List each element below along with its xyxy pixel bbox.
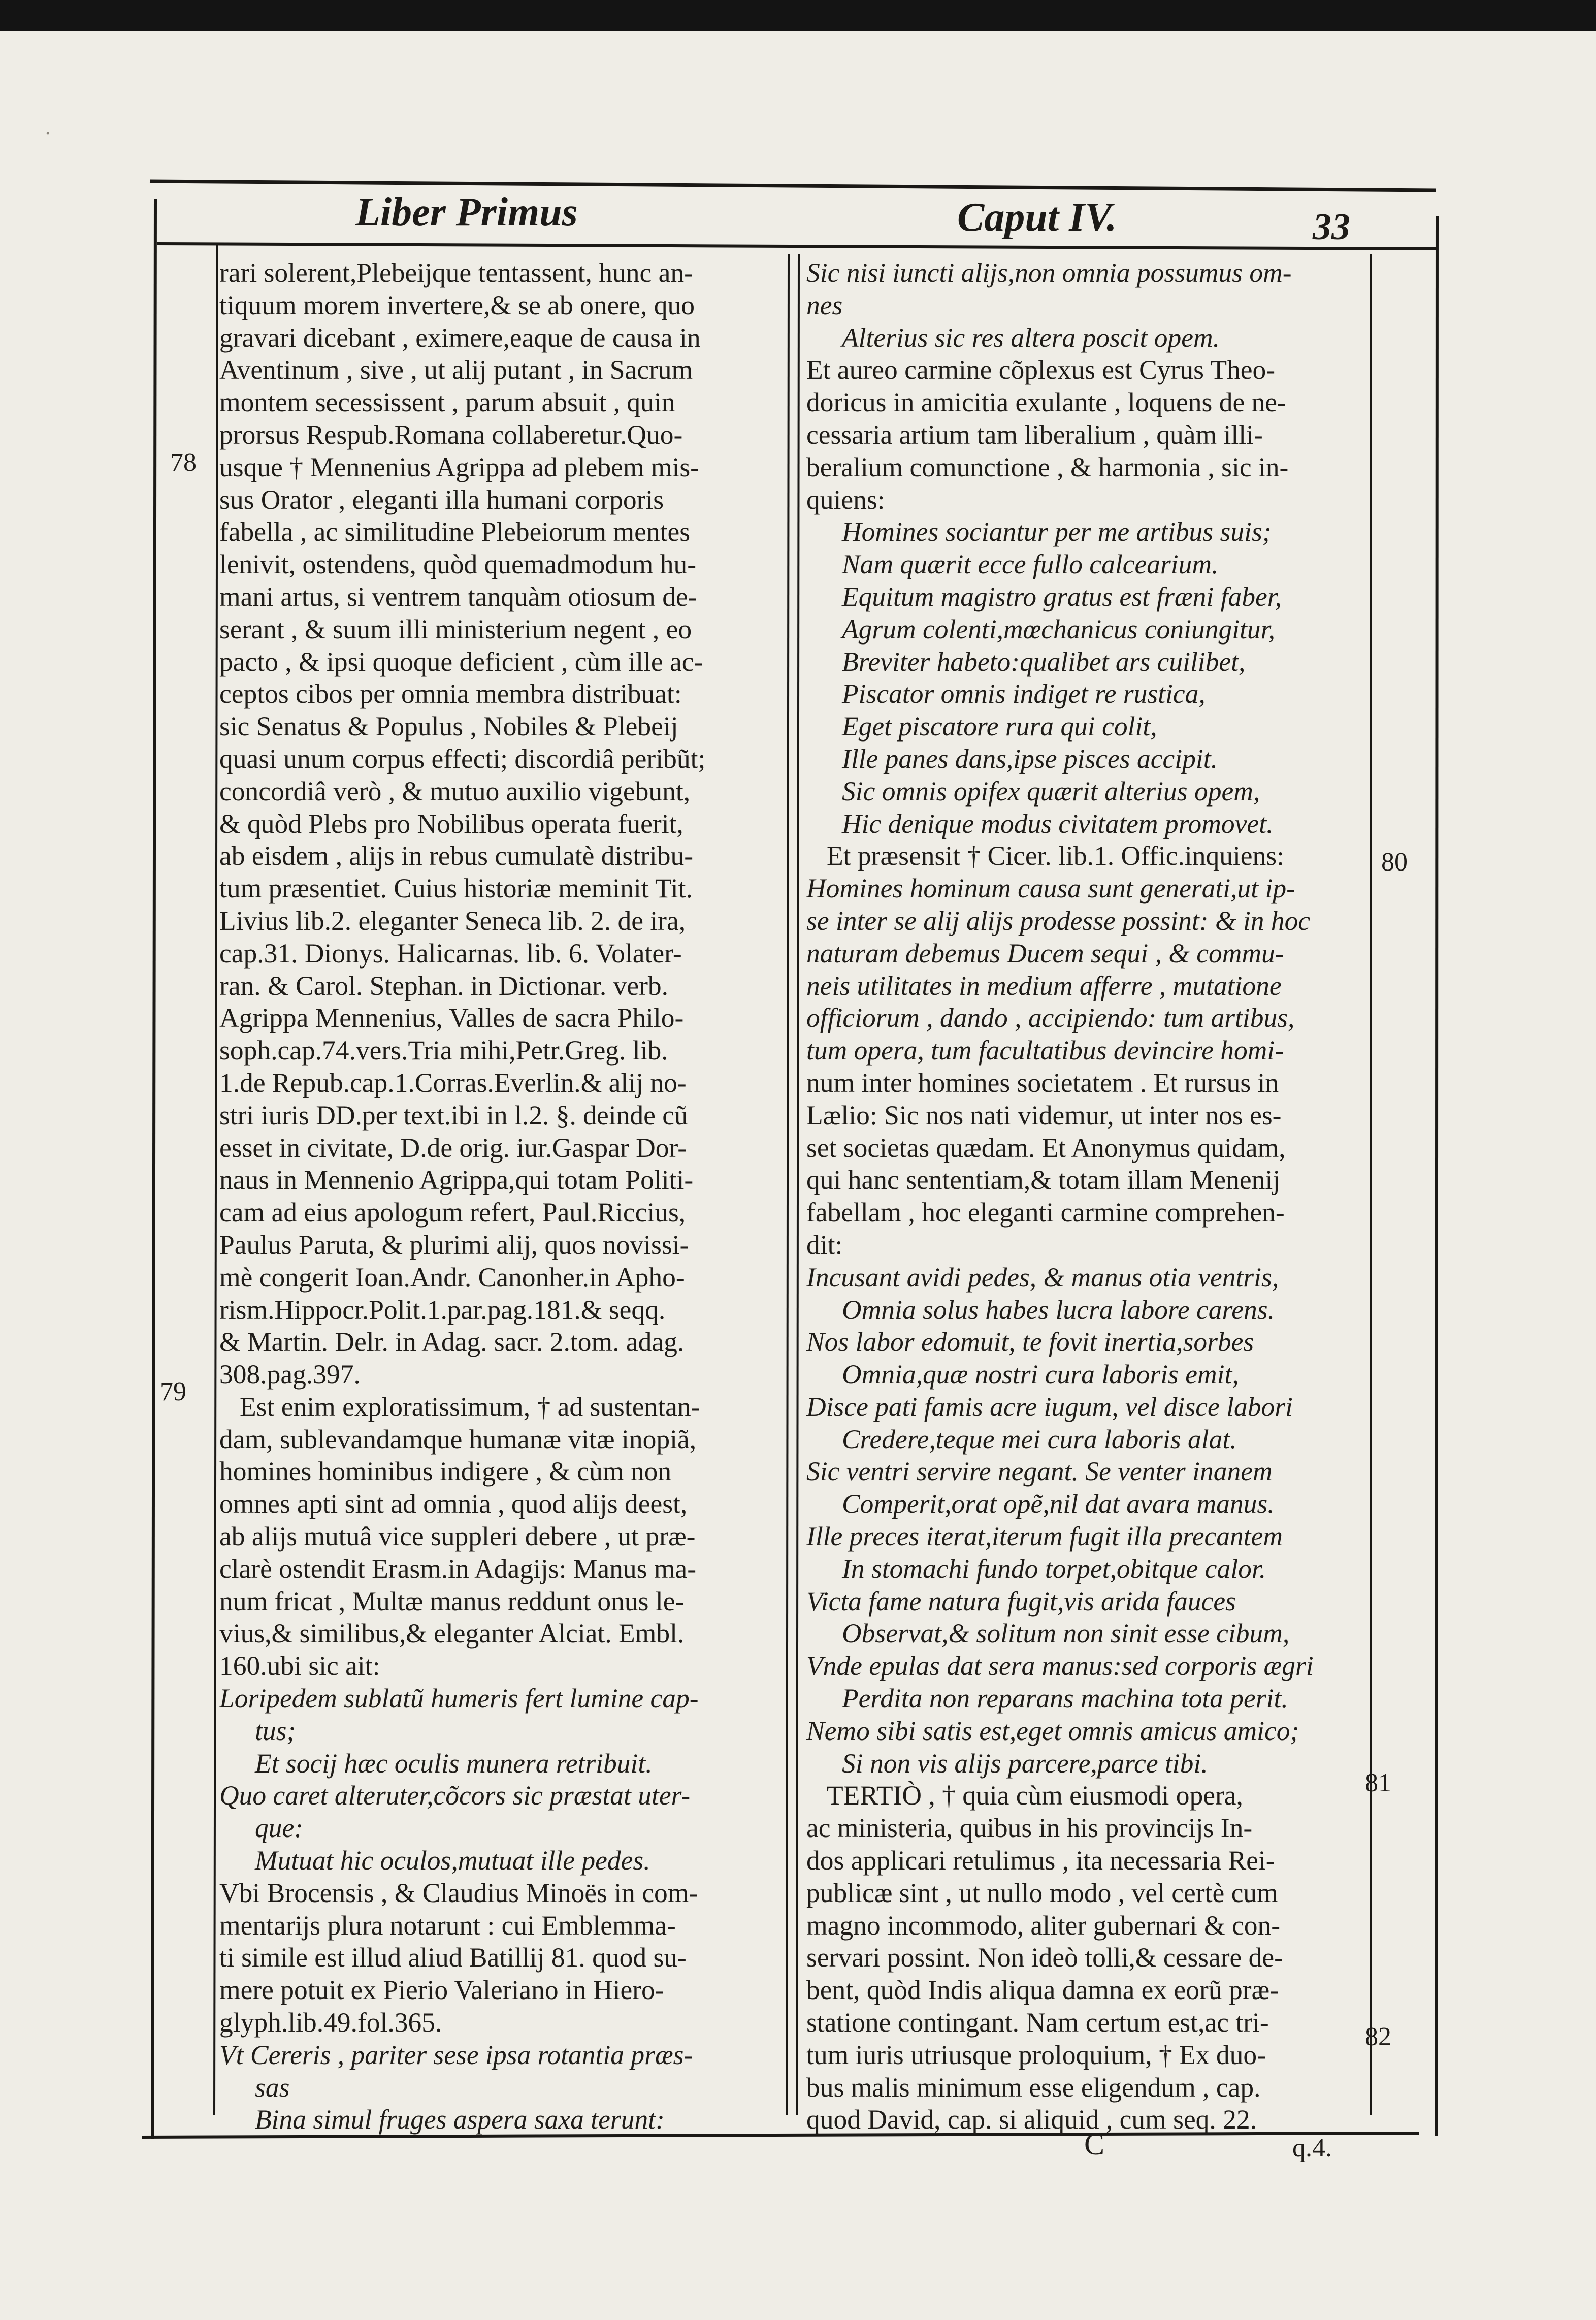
signature-mark: C (1084, 2128, 1105, 2161)
right-column-line: Hic denique modus civitatem promovet. (842, 808, 1274, 839)
left-column-line: Mutuat hic oculos,mutuat ille pedes. (255, 1845, 650, 1876)
right-column-line: dos applicari retulimus , ita necessaria Rei- (806, 1845, 1275, 1876)
right-column-line: Comperit,orat opẽ,nil dat avara manus. (842, 1489, 1275, 1520)
right-column-line: Ille panes dans,ipse pisces accipit. (842, 743, 1218, 774)
left-column-line: sus Orator , eleganti illa humani corporis (219, 484, 664, 515)
left-column-line: mani artus, si ventrem tanquàm otiosum de- (219, 581, 697, 612)
left-column-line: tum præsentiet. Cuius historiæ meminit Tit. (219, 873, 693, 904)
right-column-line: officiorum , dando , accipiendo: tum artibus, (806, 1003, 1295, 1034)
left-column-line: ab eisdem , alijs in rebus cumulatè distribu- (219, 841, 694, 872)
right-column-line: nes (806, 289, 843, 320)
right-column-line: magno incommodo, aliter gubernari & con- (806, 1910, 1281, 1941)
left-column-line: soph.cap.74.vers.Tria mihi,Petr.Greg. lib. (219, 1035, 668, 1066)
right-column-line: Agrum colenti,mœchanicus coniungitur, (842, 614, 1275, 645)
left-column-line: usque † Mennenius Agrippa ad plebem mis- (219, 452, 700, 482)
left-column-line: & quòd Plebs pro Nobilibus operata fuerit, (219, 808, 683, 839)
left-column (219, 257, 783, 2136)
right-column-line: servari possint. Non ideò tolli,& cessare de- (806, 1942, 1283, 1973)
left-column-line: prorsus Respub.Romana collaberetur.Quo- (219, 419, 683, 450)
right-column-line: Nemo sibi satis est,eget omnis amicus amico; (806, 1715, 1299, 1746)
left-column-line: ran. & Carol. Stephan. in Dictionar. verb. (219, 970, 669, 1001)
right-column-line: bus malis minimum esse eligendum , cap. (806, 2072, 1261, 2103)
left-column-line: & Martin. Delr. in Adag. sacr. 2.tom. adag. (219, 1327, 685, 1358)
right-column-line: Ille preces iterat,iterum fugit illa precantem (806, 1521, 1283, 1552)
right-column-line: TERTIÒ , † quia cùm eiusmodi opera, (827, 1780, 1243, 1811)
right-column-line: Si non vis alijs parcere,parce tibi. (842, 1748, 1208, 1779)
left-column-line: 160.ubi sic ait: (219, 1651, 380, 1682)
frame-center-left-rule (787, 254, 789, 2115)
left-column-line: ceptos cibos per omnia membra distribuat: (219, 679, 682, 710)
right-column-line: beralium comunctione , & harmonia , sic in- (806, 452, 1289, 482)
left-column-line: Loripedem sublatũ humeris fert lumine cap- (219, 1683, 699, 1714)
frame-top-rule (150, 181, 1436, 190)
right-column-line: dit: (806, 1229, 843, 1260)
right-column-line: ac ministeria, quibus in his provincijs In- (806, 1813, 1253, 1844)
left-column-line: quasi unum corpus effecti; discordiâ peribũt; (219, 743, 706, 774)
frame-left-rule (152, 199, 155, 2139)
left-column-line: lenivit, ostendens, quòd quemadmodum hu- (219, 549, 697, 580)
right-column-line: Et aureo carmine cõplexus est Cyrus Theo- (806, 355, 1276, 385)
left-column-line: Bina simul fruges aspera saxa terunt: (255, 2104, 665, 2135)
left-column-line: dam, sublevandamque humanæ vitæ inopiã, (219, 1424, 697, 1455)
right-column-line: Equitum magistro gratus est fræni faber, (842, 581, 1282, 612)
right-column-line: Incusant avidi pedes, & manus otia ventris, (806, 1262, 1279, 1293)
catchword: q.4. (1292, 2134, 1332, 2163)
left-column-line: Et socij hæc oculis munera retribuit. (255, 1748, 653, 1779)
left-column-line: 1.de Repub.cap.1.Corras.Everlin.& alij no- (219, 1067, 687, 1098)
right-column-line: Eget piscatore rura qui colit, (842, 711, 1157, 742)
left-column-line: vius,& similibus,& eleganter Alciat. Embl. (219, 1618, 685, 1649)
left-column-line: glyph.lib.49.fol.365. (219, 2007, 442, 2038)
right-column-line: Vnde epulas dat sera manus:sed corporis ægri (806, 1651, 1314, 1682)
right-column (806, 257, 1367, 2136)
left-column-line: rism.Hippocr.Polit.1.par.pag.181.& seqq. (219, 1294, 666, 1325)
right-column-line: neis utilitates in medium afferre , mutatione (806, 970, 1282, 1001)
right-column-line: Alterius sic res altera poscit opem. (842, 322, 1220, 353)
left-column-line: fabella , ac similitudine Plebeiorum mentes (219, 517, 691, 547)
frame-left-inner-rule (214, 244, 217, 2115)
left-column-line: concordiâ verò , & mutuo auxilio vigebunt, (219, 776, 691, 807)
right-column-line: In stomachi fundo torpet,obitque calor. (842, 1553, 1266, 1584)
frame-header-rule (157, 244, 1437, 249)
right-column-line: cessaria artium tam liberalium , quàm illi- (806, 419, 1263, 450)
left-column-line: tus; (255, 1715, 296, 1746)
right-column-line: Observat,& solitum non sinit esse cibum, (842, 1618, 1290, 1649)
margin-number-81: 81 (1365, 1768, 1391, 1797)
right-column-line: Nos labor edomuit, te fovit inertia,sorbes (806, 1327, 1254, 1358)
left-column-line: homines hominibus indigere , & cùm non (219, 1456, 672, 1487)
right-column-line: doricus in amicitia exulante , loquens de ne- (806, 387, 1286, 418)
left-column-line: mentarijs plura notarunt : cui Emblemma- (219, 1910, 676, 1941)
left-column-line: Aventinum , sive , ut alij putant , in Sacrum (219, 355, 693, 385)
right-column-line: quod David, cap. si aliquid , cum seq. 22. (806, 2104, 1257, 2135)
right-column-line: Omnia,quæ nostri cura laboris emit, (842, 1359, 1239, 1390)
right-column-line: publicæ sint , ut nullo modo , vel certè cum (806, 1877, 1278, 1908)
right-column-line: qui hanc sententiam,& totam illam Menenij (806, 1165, 1281, 1196)
left-column-line: tiquum morem invertere,& se ab onere, quo (219, 289, 695, 320)
right-column-line: Et præsensit † Cicer. lib.1. Offic.inquiens: (827, 841, 1284, 872)
page-number: 33 (1313, 206, 1350, 248)
right-column-line: Disce pati famis acre iugum, vel disce labori (806, 1391, 1293, 1422)
frame-center-right-rule (797, 254, 799, 2115)
left-column-line: pacto , & ipsi quoque deficient , cùm ille ac- (219, 646, 703, 677)
right-column-line: statione contingant. Nam certum est,ac tri- (806, 2007, 1269, 2038)
right-column-line: quiens: (806, 484, 885, 515)
left-column-line: Agrippa Mennenius, Valles de sacra Philo- (219, 1003, 684, 1034)
left-column-line: gravari dicebant , eximere,eaque de causa in (219, 322, 701, 353)
left-column-line: sic Senatus & Populus , Nobiles & Plebeij (219, 711, 678, 742)
right-column-line: Perdita non reparans machina tota perit. (842, 1683, 1288, 1714)
right-column-line: bent, quòd Indis aliqua damna ex eorũ præ- (806, 1975, 1279, 2006)
margin-number-80: 80 (1381, 848, 1408, 877)
left-column-line: rari solerent,Plebeijque tentassent, hunc an- (219, 257, 693, 288)
left-column-line: ab alijs mutuâ vice suppleri debere , ut præ- (219, 1521, 696, 1552)
right-column-line: naturam debemus Ducem sequi , & commu- (806, 938, 1284, 969)
left-column-line: omnes apti sint ad omnia , quod alijs deest, (219, 1489, 688, 1520)
left-column-line: que: (255, 1813, 304, 1844)
left-column-line: 308.pag.397. (219, 1359, 361, 1390)
left-column-line: sas (255, 2072, 290, 2103)
right-column-line: Homines sociantur per me artibus suis; (842, 517, 1272, 547)
right-column-line: se inter se alij alijs prodesse possint: & in hoc (806, 905, 1311, 936)
right-column-line: Omnia solus habes lucra labore carens. (842, 1294, 1275, 1325)
left-column-line: Est enim exploratissimum, † ad sustentan- (240, 1391, 700, 1422)
margin-number-82: 82 (1365, 2022, 1391, 2051)
right-column-line: Sic nisi iuncti alijs,non omnia possumus om- (806, 257, 1292, 288)
right-column-line: fabellam , hoc eleganti carmine comprehen- (806, 1197, 1285, 1228)
left-column-line: serant , & suum illi ministerium negent , eo (219, 614, 692, 645)
left-column-line: Paulus Paruta, & plurimi alij, quos novissi- (219, 1229, 689, 1260)
margin-number-79: 79 (160, 1377, 186, 1406)
right-column-line: tum opera, tum facultatibus devincire homi- (806, 1035, 1284, 1066)
left-column-line: montem secessissent , parum absuit , quin (219, 387, 675, 418)
right-column-line: Lælio: Sic nos nati videmur, ut inter nos es- (806, 1100, 1282, 1131)
left-column-line: cap.31. Dionys. Halicarnas. lib. 6. Volater- (219, 938, 682, 969)
right-column-line: Victa fame natura fugit,vis arida fauces (806, 1586, 1236, 1617)
running-head-chapter: Caput IV. (957, 195, 1117, 240)
page-edge-mark: · (45, 122, 51, 145)
right-column-line: Credere,teque mei cura laboris alat. (842, 1424, 1237, 1455)
right-column-line: set societas quædam. Et Anonymus quidam, (806, 1132, 1286, 1163)
left-column-line: mè congerit Ioan.Andr. Canonher.in Apho- (219, 1262, 685, 1293)
left-column-line: mere potuit ex Pierio Valeriano in Hiero- (219, 1975, 664, 2006)
right-column-line: Sic ventri servire negant. Se venter inanem (806, 1456, 1273, 1487)
left-column-line: num fricat , Multæ manus reddunt onus le- (219, 1586, 685, 1617)
right-column-line: Breviter habeto:qualibet ars cuilibet, (842, 646, 1246, 677)
right-column-line: Sic omnis opifex quærit alterius opem, (842, 776, 1260, 807)
left-column-line: stri iuris DD.per text.ibi in l.2. §. deinde cũ (219, 1100, 688, 1131)
right-column-line: num inter homines societatem . Et rursus in (806, 1067, 1279, 1098)
left-column-line: Vt Cereris , pariter sese ipsa rotantia præs- (219, 2039, 693, 2070)
margin-number-78: 78 (170, 448, 197, 477)
left-column-line: esset in civitate, D.de orig. iur.Gaspar Dor- (219, 1132, 687, 1163)
left-column-line: clarè ostendit Erasm.in Adagijs: Manus ma- (219, 1553, 697, 1584)
right-column-line: Nam quærit ecce fullo calcearium. (842, 549, 1219, 580)
left-column-line: Livius lib.2. eleganter Seneca lib. 2. de ira, (219, 905, 686, 936)
right-column-line: Homines hominum causa sunt generati,ut ip- (806, 873, 1295, 904)
left-column-line: naus in Mennenio Agrippa,qui totam Politi- (219, 1165, 694, 1196)
left-column-line: Quo caret alteruter,cõcors sic præstat uter- (219, 1780, 691, 1811)
right-column-line: tum iuris utriusque proloquium, † Ex duo- (806, 2039, 1266, 2070)
right-column-line: Piscator omnis indiget re rustica, (842, 679, 1206, 710)
left-column-line: Vbi Brocensis , & Claudius Minoës in com- (219, 1877, 698, 1908)
left-column-line: ti simile est illud aliud Batillij 81. quod su- (219, 1942, 687, 1973)
frame-right-rule (1436, 216, 1437, 2136)
left-column-line: cam ad eius apologum refert, Paul.Riccius, (219, 1197, 686, 1228)
running-head-book: Liber Primus (355, 190, 578, 235)
